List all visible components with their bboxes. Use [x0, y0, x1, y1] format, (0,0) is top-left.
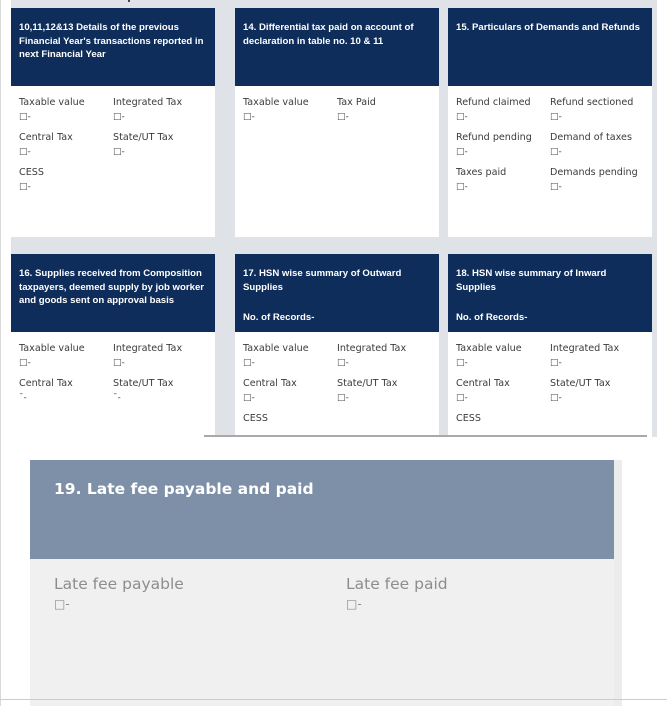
card-body [235, 332, 439, 433]
card-body [448, 332, 652, 433]
field-label: Taxable value [19, 97, 85, 108]
field-label: Demands pending [550, 167, 638, 178]
field-label: State/UT Tax [550, 378, 611, 389]
field-label: State/UT Tax [337, 378, 398, 389]
field-label: Central Tax [243, 378, 297, 389]
late-fee-payable-value: □- [54, 597, 70, 611]
field-value: □- [456, 393, 468, 403]
records-count: No. of Records- [456, 311, 528, 323]
field-label: CESS [456, 413, 481, 424]
late-fee-body [30, 559, 614, 611]
card-composition-supplies [11, 254, 215, 437]
late-fee-paid-label: Late fee paid [346, 575, 448, 593]
card-body [235, 86, 439, 131]
field-value: □- [243, 112, 255, 122]
late-fee-panel [30, 460, 614, 706]
left-border-line [0, 0, 1, 706]
field-label: Central Tax [19, 378, 73, 389]
field-label: CESS [19, 167, 44, 178]
field-value: □- [113, 147, 125, 157]
field-value: □- [550, 112, 562, 122]
field-label: Taxable value [456, 343, 522, 354]
field-value: □- [19, 112, 31, 122]
card-header [448, 8, 652, 86]
field-label: Taxes paid [456, 167, 507, 178]
field-value: □- [337, 358, 349, 368]
field-value: □- [337, 112, 349, 122]
card-header [235, 8, 439, 86]
card-header [11, 254, 215, 332]
field-label: State/UT Tax [113, 378, 174, 389]
records-count: No. of Records- [243, 311, 315, 323]
card-title: 15. Particulars of Demands and Refunds [456, 22, 640, 33]
card-title: 10,11,12&13 Details of the previous Financial Year's transactions reported in next Financial Year [19, 22, 204, 60]
card-body [11, 332, 215, 412]
field-label: Taxable value [243, 343, 309, 354]
card-differential-tax [235, 8, 439, 237]
field-label: Refund sectioned [550, 97, 634, 108]
screenshot-divider [204, 435, 647, 437]
card-header [448, 254, 652, 332]
summary-card-grid [11, 0, 657, 437]
field-label: Taxable value [243, 97, 309, 108]
card-title: 14. Differential tax paid on account of declaration in table no. 10 & 11 [243, 22, 414, 47]
card-hsn-inward [448, 254, 652, 437]
field-value: □- [243, 358, 255, 368]
cursor-mark [128, 0, 130, 2]
field-value: □- [550, 147, 562, 157]
field-value: □- [19, 358, 31, 368]
field-value: □- [113, 358, 125, 368]
card-title: 16. Supplies received from Composition taxpayers, deemed supply by job worker and goods sent on approval basis [19, 268, 205, 306]
card-title: 17. HSN wise summary of Outward Supplies [243, 268, 402, 293]
field-label: Central Tax [19, 132, 73, 143]
card-header [11, 8, 215, 86]
field-value: □- [243, 393, 255, 403]
field-value: □- [337, 393, 349, 403]
late-fee-title: 19. Late fee payable and paid [54, 480, 314, 498]
panel-edge-track [614, 460, 622, 706]
field-label: Refund claimed [456, 97, 531, 108]
late-fee-paid-value: □- [346, 597, 362, 611]
field-value: □- [550, 358, 562, 368]
field-label: Tax Paid [337, 97, 376, 108]
field-value: □- [456, 147, 468, 157]
card-body [11, 86, 215, 201]
field-value: ˉ- [19, 393, 27, 403]
field-value: □- [19, 182, 31, 192]
field-value: ˉ- [113, 393, 121, 403]
card-demands-refunds [448, 8, 652, 237]
field-value: □- [113, 112, 125, 122]
field-value: □- [456, 112, 468, 122]
field-value: □- [456, 182, 468, 192]
field-value: □- [550, 393, 562, 403]
late-fee-paid [346, 575, 448, 611]
field-value: □- [550, 182, 562, 192]
late-fee-payable-label: Late fee payable [54, 575, 184, 593]
card-body [448, 86, 652, 201]
card-header [235, 254, 439, 332]
late-fee-payable [54, 575, 184, 611]
field-label: Integrated Tax [113, 343, 183, 354]
bottom-border-line [0, 699, 667, 700]
card-hsn-outward [235, 254, 439, 437]
card-title: 18. HSN wise summary of Inward Supplies [456, 268, 607, 293]
field-label: CESS [243, 413, 268, 424]
field-label: Central Tax [456, 378, 510, 389]
field-label: Integrated Tax [550, 343, 620, 354]
field-value: □- [456, 358, 468, 368]
field-label: Integrated Tax [337, 343, 407, 354]
card-previous-fy-details [11, 8, 215, 237]
field-label: Integrated Tax [113, 97, 183, 108]
field-label: Refund pending [456, 132, 532, 143]
field-label: State/UT Tax [113, 132, 174, 143]
field-value: □- [19, 147, 31, 157]
field-label: Taxable value [19, 343, 85, 354]
field-label: Demand of taxes [550, 132, 632, 143]
late-fee-header [30, 460, 614, 559]
